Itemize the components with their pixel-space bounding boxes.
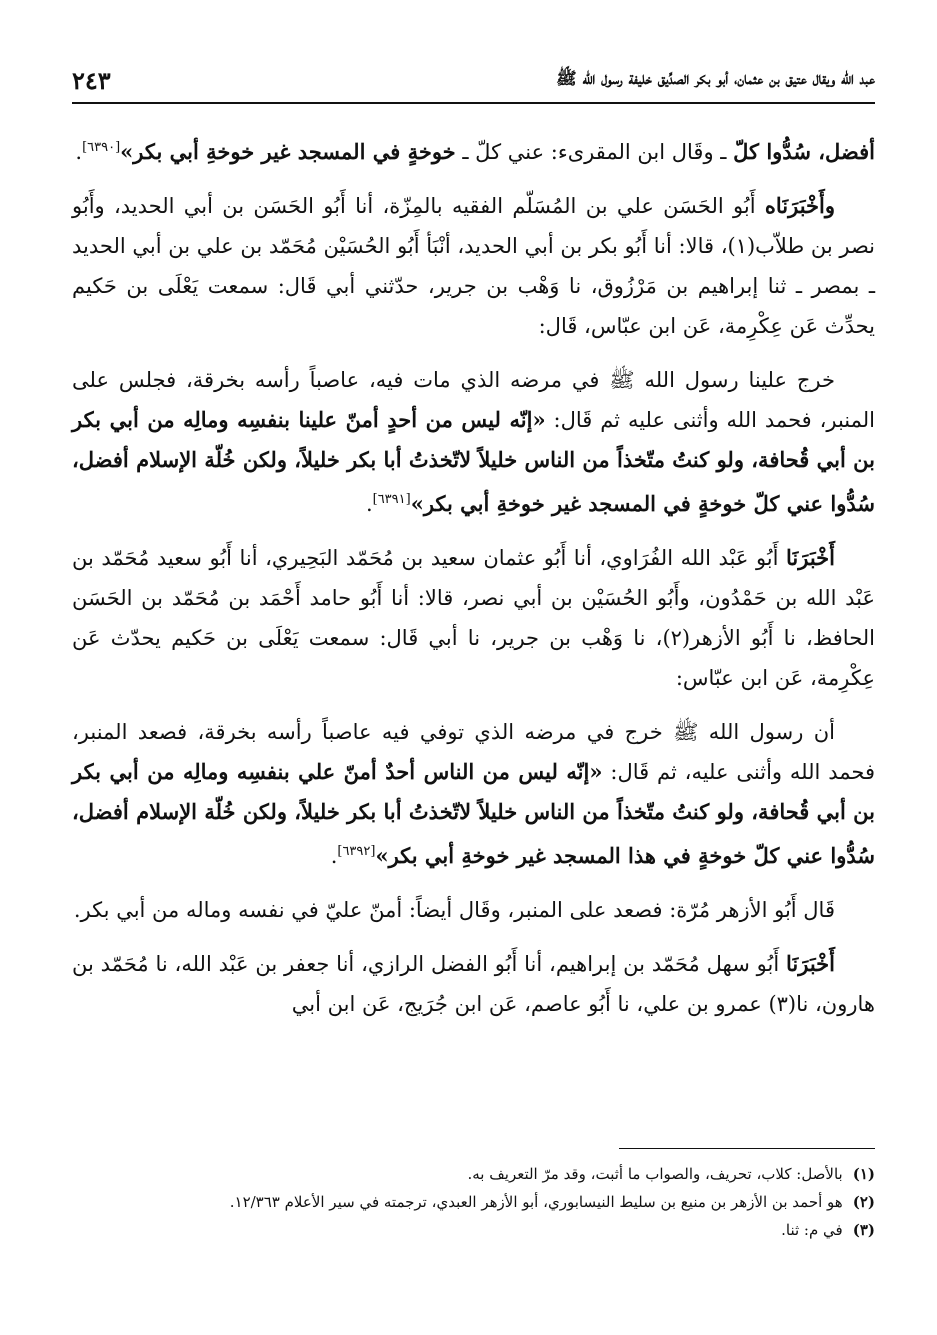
footnotes (72, 1160, 875, 1244)
paragraph (72, 538, 875, 698)
bold-quote: «إنّه ليس من أحدٍ أمنّ علينا بنفسِه ومالِه من أبي بكر بن أبي قُحافة، ولو كنتُ متّخذاً من الناس خليلاً لاتّخذتُ أبا بكر خليلاً، ولكن خُلّة الإسلام أفضل، سُدُّوا عني كلّ خوخةٍ في المسجد غير خوخةِ أبي بكر» (72, 407, 875, 516)
paragraph-text: قَال أَبُو الأزهر مُرّة: فصعد على المنبر، وقَال أيضاً: أمنّ عليّ في نفسه وماله من أبي بكر. (73, 898, 835, 922)
paragraph-end: . (330, 844, 338, 868)
bold-lead: أَخْبَرَنَا (786, 545, 835, 570)
paragraph (72, 944, 875, 1024)
paragraph (72, 890, 875, 930)
footnote-text: بالأصل: كلاب، تحريف، والصواب ما أثبت، وقد مرّ التعريف به. (467, 1165, 843, 1183)
footnote-number: (٣) (852, 1221, 875, 1239)
paragraph-text: خرج علينا رسول الله ﷺ في مرضه الذي مات فيه، عاصباً رأسه بخرقة، فجلس على المنبر، فحمد الله وأثنى عليه ثم قَال: (72, 368, 875, 432)
running-title: عبد الله ويقال عتيق بن عثمان، أبو بكر الصدِّيق خليفة رسول الله ﷺ (556, 68, 875, 89)
bold-quote: خوخةٍ في المسجد غير خوخةِ أبي بكر» (120, 139, 456, 164)
paragraph (72, 360, 875, 524)
reference-number: [٦٣٩٢] (337, 844, 376, 859)
footnote (72, 1188, 875, 1216)
paragraph (72, 128, 875, 172)
paragraph (72, 186, 875, 346)
page-number: ٢٤٣ (72, 65, 111, 95)
main-text (72, 128, 875, 1038)
reference-number: [٦٣٩٠] (82, 140, 121, 155)
page-header (72, 58, 875, 104)
bold-lead: وأَخْبَرَنَاه (764, 193, 835, 218)
paragraph-text: ـ وقَال ابن المقرىء: عني كلّ ـ (455, 140, 734, 164)
paragraph-text: أن رسول الله ﷺ خرج في مرضه الذي توفي فيه عاصباً رأسه بخرقة، فصعد المنبر، فحمد الله وأثنى عليه، ثم قَال: (72, 720, 875, 784)
footnote-divider (619, 1148, 875, 1149)
footnote (72, 1160, 875, 1188)
bold-lead: أفضل، سُدُّوا كلّ (733, 139, 875, 164)
reference-number: [٦٣٩١] (372, 492, 411, 507)
footnote-text: في م: ثنا. (781, 1221, 843, 1239)
footnote-number: (٢) (852, 1193, 875, 1211)
paragraph (72, 712, 875, 876)
footnote (72, 1216, 875, 1244)
bold-lead: أَخْبَرَنَا (786, 951, 835, 976)
footnote-text: هو أحمد بن الأزهر بن منيع بن سليط النيسابوري، أبو الأزهر العبدي، ترجمته في سير الأعلام ١٢/٣٦٣. (229, 1193, 843, 1211)
paragraph-end: . (75, 140, 83, 164)
paragraph-text: أَبُو عَبْد الله الفُرَاوي، أنا أَبُو عثمان سعيد بن مُحَمّد البَحِيري، أنا أَبُو سعيد مُحَمّد بن عَبْد الله بن حَمْدُون، وأَبُو الحُسَيْن بن أبي نصر، قالا: أنا أَبُو حامد أَحْمَد بن مُحَمّد بن الحَسَن الحافظ، نا أَبُو الأزهر(٢)، نا وَهْب بن جرير، نا أبي قَال: سمعت يَعْلَى بن حَكيم يحدّث عَن عِكْرِمة، عَن ابن عبّاس: (72, 546, 875, 690)
bold-quote: «إنّه ليس من الناس أحدٌ أمنّ علي بنفسِه ومالِه من أبي بكر بن أبي قُحافة، ولو كنتُ متّخذاً من الناس خليلاً لاتّخذتُ أبا بكر خليلاً، ولكن خُلّة الإسلام أفضل، سُدُّوا عني كلّ خوخةٍ في هذا المسجد غير خوخةِ أبي بكر» (72, 759, 875, 868)
paragraph-text: أَبُو سهل مُحَمّد بن إبراهيم، أنا أَبُو الفضل الرازي، أنا جعفر بن عَبْد الله، نا مُحَمّد بن هارون، نا(٣) عمرو بن علي، نا أَبُو عاصم، عَن ابن جُرَيج، عَن ابن أبي (72, 952, 875, 1016)
paragraph-end: . (365, 492, 373, 516)
footnote-number: (١) (852, 1165, 875, 1183)
paragraph-text: أَبُو الحَسَن علي بن المُسَلّم الفقيه بالمِزّة، أنا أَبُو الحَسَن بن أبي الحديد، وأَبُو نصر بن طلاّب(١)، قالا: أنا أَبُو بكر بن أبي الحديد، أنْبَأ أَبُو الحُسَيْن مُحَمّد بن علي بن أبي الحديد ـ بمصر ـ ثنا إبراهيم بن مَرْزُوق، نا وَهْب بن جرير، حدّثني أبي قَال: سمعت يَعْلَى بن حَكيم يحدِّث عَن عِكْرِمة، عَن ابن عبّاس، قَال: (72, 194, 876, 338)
